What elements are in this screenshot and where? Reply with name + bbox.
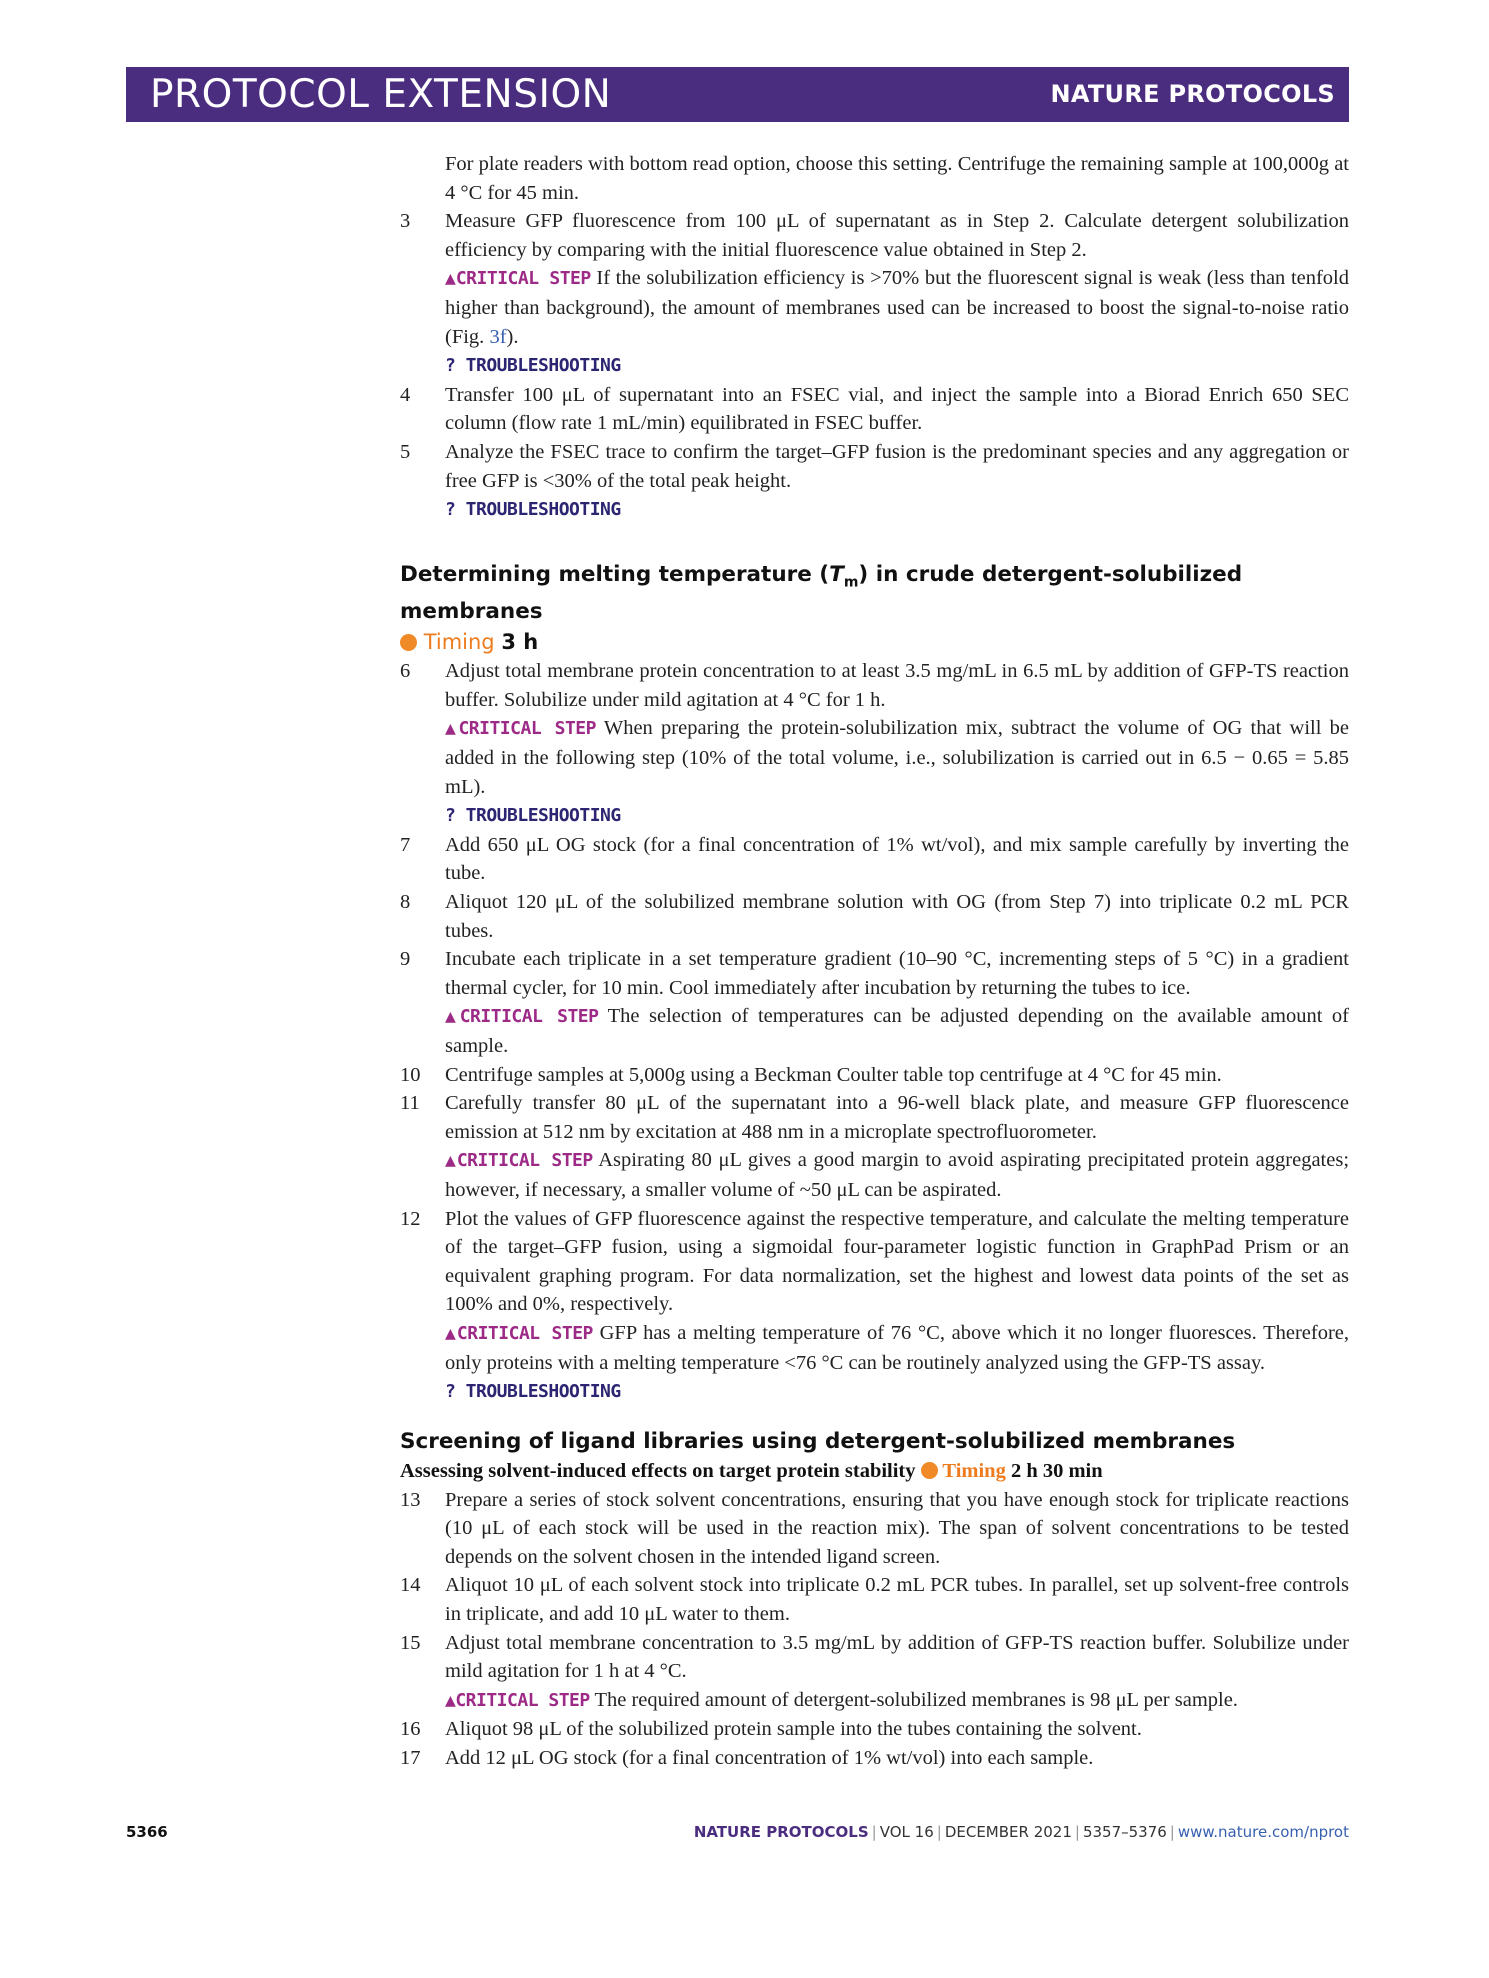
timing-value: 2 h 30 min: [1010, 1460, 1103, 1482]
step-number: 16: [400, 1718, 421, 1741]
troubleshooting-label: ? TROUBLESHOOTING: [445, 355, 621, 377]
continued-text: For plate readers with bottom read option, choose this setting. Centrifuge the remaining sample at 100,000g at 4 °C for 45 min.: [445, 153, 1349, 204]
timing-dot-icon: [400, 634, 417, 651]
step-number: 15: [400, 1631, 421, 1654]
step-text: Adjust total membrane concentration to 3.5 mg/mL by addition of GFP-TS reaction buffer. Solubilize under mild agitation for 1 h at 4 °C.: [445, 1631, 1349, 1683]
critical-step-label: ▲CRITICAL STEP: [445, 1006, 599, 1028]
footer-pages: 5357–5376: [1082, 1823, 1167, 1841]
step-10: [400, 1061, 1349, 1090]
step-text: Add 12 μL OG stock (for a final concentration of 1% wt/vol) into each sample.: [445, 1746, 1094, 1769]
footer-separator: |: [1074, 1823, 1080, 1841]
timing-label: Timing: [942, 1460, 1006, 1482]
timing-label: Timing: [423, 630, 495, 655]
step-text: Adjust total membrane protein concentration to at least 3.5 mg/mL in 6.5 mL by addition of GFP-TS reaction buffer. Solubilize under mild agitation at 4 °C for 1 h.: [445, 660, 1349, 711]
footer-date: DECEMBER 2021: [944, 1823, 1072, 1841]
section-heading: Screening of ligand libraries using detergent-solubilized membranes: [400, 1429, 1236, 1454]
step-16: [400, 1715, 1349, 1744]
step-number: 6: [400, 660, 411, 683]
footer-url-link[interactable]: www.nature.com/nprot: [1177, 1823, 1349, 1841]
step-number: 13: [400, 1488, 421, 1511]
critical-step-text: When preparing the protein-solubilization mix, subtract the volume of OG that will be added in the following step (10% of the total volume, i.e., solubilization is carried out in 6.5 − 0.65 = 5.85 mL).: [445, 717, 1349, 798]
step-text: Carefully transfer 80 μL of the supernatant into a 96-well black plate, and measure GFP fluorescence emission at 512 nm by excitation at 488 nm in a microplate spectrofluorometer.: [445, 1092, 1349, 1143]
critical-step-text: If the solubilization efficiency is >70% but the fluorescent signal is weak (less than tenfold higher than background), the amount of membranes used can be increased to boost the signal-to-noise ratio (Fig.: [445, 267, 1350, 348]
figure-link[interactable]: 3f: [489, 325, 507, 348]
footer-citation: [694, 1823, 1349, 1841]
step-number: 14: [400, 1574, 421, 1597]
page-number: 5366: [126, 1823, 168, 1841]
step-text: Incubate each triplicate in a set temperature gradient (10–90 °C, incrementing steps of 5 °C) in a gradient thermal cycler, for 10 min. Cool immediately after incubation by returning the tubes to ice.: [445, 948, 1349, 999]
troubleshooting-note: [400, 495, 1349, 525]
subsection-heading: [400, 1457, 1349, 1486]
step-number: 10: [400, 1063, 421, 1086]
section-melting-temperature: [400, 560, 1349, 1407]
critical-step-text: The selection of temperatures can be adjusted depending on the available amount of sample.: [445, 1005, 1349, 1058]
step-text: Analyze the FSEC trace to confirm the target–GFP fusion is the predominant species and any aggregation or free GFP is <30% of the total peak height.: [445, 440, 1349, 492]
step-3: [400, 207, 1349, 264]
step-text: Transfer 100 μL of supernatant into an FSEC vial, and inject the sample into a Biorad Enrich 650 SEC column (flow rate 1 mL/min) equilibrated in FSEC buffer.: [445, 383, 1349, 435]
footer-separator: |: [1169, 1823, 1175, 1841]
step-7: [400, 831, 1349, 888]
heading-text-end: ) in crude detergent-solubilized membranes: [400, 562, 1243, 625]
step-number: 4: [400, 383, 411, 406]
step-9: [400, 945, 1349, 1002]
step-text: Aliquot 120 μL of the solubilized membrane solution with OG (from Step 7) into triplicate 0.2 mL PCR tubes.: [445, 891, 1349, 942]
journal-name: NATURE PROTOCOLS: [1050, 80, 1335, 108]
critical-step-label: ▲CRITICAL STEP: [445, 1322, 593, 1344]
step-12: [400, 1205, 1349, 1319]
troubleshooting-note: [400, 351, 1349, 381]
critical-step: [400, 1146, 1349, 1204]
step-text: Aliquot 98 μL of the solubilized protein sample into the tubes containing the solvent.: [445, 1718, 1142, 1741]
critical-step-label: ▲CRITICAL STEP: [445, 718, 596, 740]
steps-block-1: [400, 150, 1349, 525]
critical-step: [400, 1319, 1349, 1377]
heading-text: Determining melting temperature (: [400, 562, 830, 587]
footer-volume: VOL 16: [879, 1823, 934, 1841]
critical-step-text-end: ).: [506, 325, 519, 348]
step-number: 9: [400, 948, 411, 971]
heading-subscript: m: [843, 574, 859, 591]
critical-step-text: GFP has a melting temperature of 76 °C, above which it no longer fluoresces. Therefore, only proteins with a melting temperature <76 °C can be routinely analyzed using the GFP-TS assay.: [445, 1321, 1350, 1374]
critical-step-label: ▲CRITICAL STEP: [445, 1689, 590, 1711]
step-number: 5: [400, 440, 411, 463]
step-11: [400, 1089, 1349, 1146]
section-heading: [400, 560, 1349, 627]
step-text: Centrifuge samples at 5,000g using a Beckman Coulter table top centrifuge at 4 °C for 45 min.: [445, 1063, 1222, 1086]
step-6: [400, 657, 1349, 714]
section-ligand-screening: [400, 1427, 1349, 1773]
footer-separator: |: [936, 1823, 942, 1841]
heading-variable: T: [829, 562, 844, 587]
step-text: Prepare a series of stock solvent concentrations, ensuring that you have enough stock for triplicate reactions (10 μL of each stock will be used in the reaction mix). The span of solvent concentrations to be tested depends on the solvent chosen in the intended ligand screen.: [445, 1488, 1349, 1568]
troubleshooting-label: ? TROUBLESHOOTING: [445, 1381, 621, 1403]
step-8: [400, 888, 1349, 945]
step-5: [400, 438, 1349, 495]
subsection-text: Assessing solvent-induced effects on target protein stability: [400, 1460, 916, 1482]
troubleshooting-note: [400, 801, 1349, 831]
step-number: 8: [400, 891, 411, 914]
journal-header-bar: [126, 67, 1349, 122]
footer-journal: NATURE PROTOCOLS: [693, 1823, 869, 1841]
critical-step-text: The required amount of detergent-solubilized membranes is 98 μL per sample.: [594, 1688, 1238, 1711]
timing-value: 3 h: [501, 630, 539, 655]
timing-line: [400, 627, 1349, 657]
timing-dot-icon: [921, 1462, 938, 1479]
step-text: Aliquot 10 μL of each solvent stock into triplicate 0.2 mL PCR tubes. In parallel, set up solvent-free controls in triplicate, and add 10 μL water to them.: [445, 1574, 1349, 1625]
step-15: [400, 1629, 1349, 1686]
step-number: 3: [400, 210, 411, 233]
step-13: [400, 1486, 1349, 1572]
step-text: Plot the values of GFP fluorescence against the respective temperature, and calculate the melting temperature of the target–GFP fusion, using a sigmoidal four-parameter logistic function in GraphPad Prism or an equivalent graphing program. For data normalization, set the highest and lowest data points of the set as 100% and 0%, respectively.: [445, 1207, 1349, 1316]
step-number: 11: [400, 1092, 420, 1115]
step-17: [400, 1744, 1349, 1773]
critical-step: [400, 264, 1349, 351]
step-number: 7: [400, 833, 411, 856]
critical-step-label: ▲CRITICAL STEP: [445, 1150, 593, 1172]
critical-step: [400, 1686, 1349, 1716]
footer-separator: |: [871, 1823, 877, 1841]
critical-step: [400, 714, 1349, 801]
step-4: [400, 381, 1349, 438]
step-14: [400, 1571, 1349, 1628]
section-label: PROTOCOL EXTENSION: [150, 72, 612, 117]
troubleshooting-label: ? TROUBLESHOOTING: [445, 499, 621, 521]
step-number: 12: [400, 1207, 421, 1230]
step-text: Add 650 μL OG stock (for a final concentration of 1% wt/vol), and mix sample carefully by inverting the tube.: [445, 833, 1349, 885]
step-number: 17: [400, 1746, 421, 1769]
troubleshooting-note: [400, 1377, 1349, 1407]
critical-step-text: Aspirating 80 μL gives a good margin to avoid aspirating precipitated protein aggregates; however, if necessary, a smaller volume of ~50 μL can be aspirated.: [445, 1149, 1350, 1201]
step-text: Measure GFP fluorescence from 100 μL of supernatant as in Step 2. Calculate detergent solubilization efficiency by comparing with the initial fluorescence value obtained in Step 2.: [445, 210, 1349, 261]
troubleshooting-label: ? TROUBLESHOOTING: [445, 805, 621, 827]
critical-step-label: ▲CRITICAL STEP: [445, 268, 591, 290]
critical-step: [400, 1002, 1349, 1060]
